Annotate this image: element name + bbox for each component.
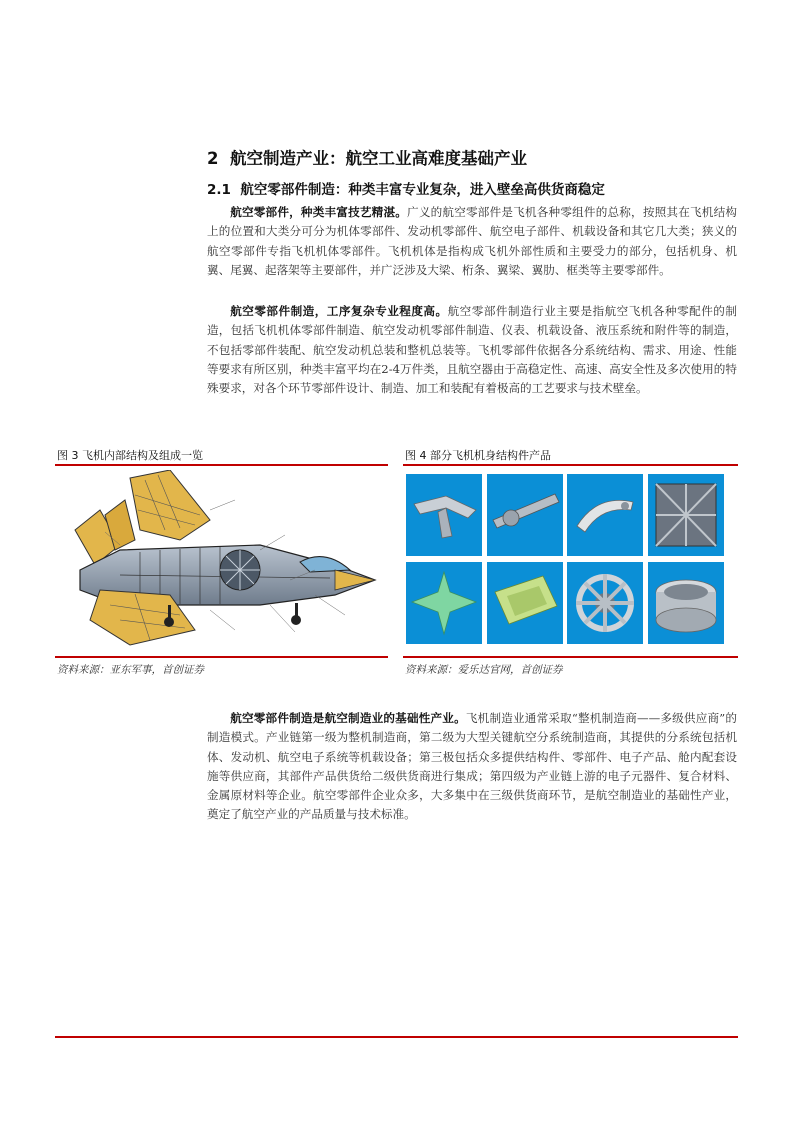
part-photo-bladed-ring — [567, 562, 643, 644]
aircraft-cutaway-image — [60, 470, 380, 650]
figure-3-top-rule — [55, 464, 388, 466]
footer-rule — [55, 1036, 738, 1038]
part-photo-curved-link — [567, 474, 643, 556]
paragraph-manufacturing-process: 航空零部件制造，工序复杂专业程度高。航空零部件制造行业主要是指航空飞机各种零配件的制造，包括飞机机体零部件制造、航空发动机零部件制造、仪表、机载设备、液压系统和附件等的制造，不包括零部件装配、航空发动机总装和整机总装等。飞机零部件依据各分系统结构、需求、用途、性能等要求有所区别，种类丰富平均在2-4万件类，且航空器由于高稳定性、高速、高安全性及多次使用的特殊要求，对各个环节零部件设计、制造、加工和装配有着极高的工艺要求与技术壁垒。 — [207, 304, 737, 396]
paragraph-component-types: 航空零部件，种类丰富技艺精湛。广义的航空零部件是飞机各种零组件的总称，按照其在飞机结构上的位置和大类分可分为机体零部件、发动机零部件、航空电子部件、机载设备和其它几大类；狭义的航空零部件专指飞机机体零部件。飞机机体是指构成飞机外部性质和主要受力的部分，包括机身、机翼、尾翼、起落架等主要部件，并广泛涉及大梁、桁条、翼梁、翼肋、框类等主要零部件。 — [207, 205, 737, 277]
figure-3-caption: 图 3 飞机内部结构及组成一览 — [57, 449, 203, 462]
aircraft-cutaway-illustration — [60, 470, 380, 650]
figure-4-caption: 图 4 部分飞机机身结构件产品 — [405, 449, 551, 462]
figure-4-top-rule — [403, 464, 738, 466]
part-photo-shaft — [487, 474, 563, 556]
part-photo-green-bracket — [406, 562, 482, 644]
section-title: 2 航空制造产业：航空工业高难度基础产业 — [207, 149, 527, 168]
figure-3-bottom-rule — [55, 656, 388, 658]
part-photo-bracket-arm — [406, 474, 482, 556]
part-photo-ring-casing — [648, 562, 724, 644]
figure-4-bottom-rule — [403, 656, 738, 658]
paragraph-industry-foundation: 航空零部件制造是航空制造业的基础性产业。飞机制造业通常采取“整机制造商——多级供应商”的制造模式。产业链第一级为整机制造商，第二级为大型关键航空分系统制造商，其提供的分系统包括机体、发动机、航空电子系统等机载设备；第三极包括众多提供结构件、零部件、电子产品、舱内配套设施等供应商，其部件产品供货给二级供货商进行集成；第四级为产业链上游的电子元器件、复合材料、金属原材料等企业。航空零部件企业众多，大多集中在三级供货商环节，是航空制造业的基础性产业，奠定了航空产业的产品质量与技术标准。 — [207, 711, 737, 822]
part-photo-green-panel — [487, 562, 563, 644]
figure-4-source: 资料来源：爱乐达官网，首创证券 — [405, 664, 563, 676]
part-photo-lattice-frame — [648, 474, 724, 556]
subsection-title: 2.1 航空零部件制造：种类丰富专业复杂，进入壁垒高供货商稳定 — [207, 182, 605, 198]
figure-3-source: 资料来源：亚东军事，首创证券 — [57, 664, 204, 676]
